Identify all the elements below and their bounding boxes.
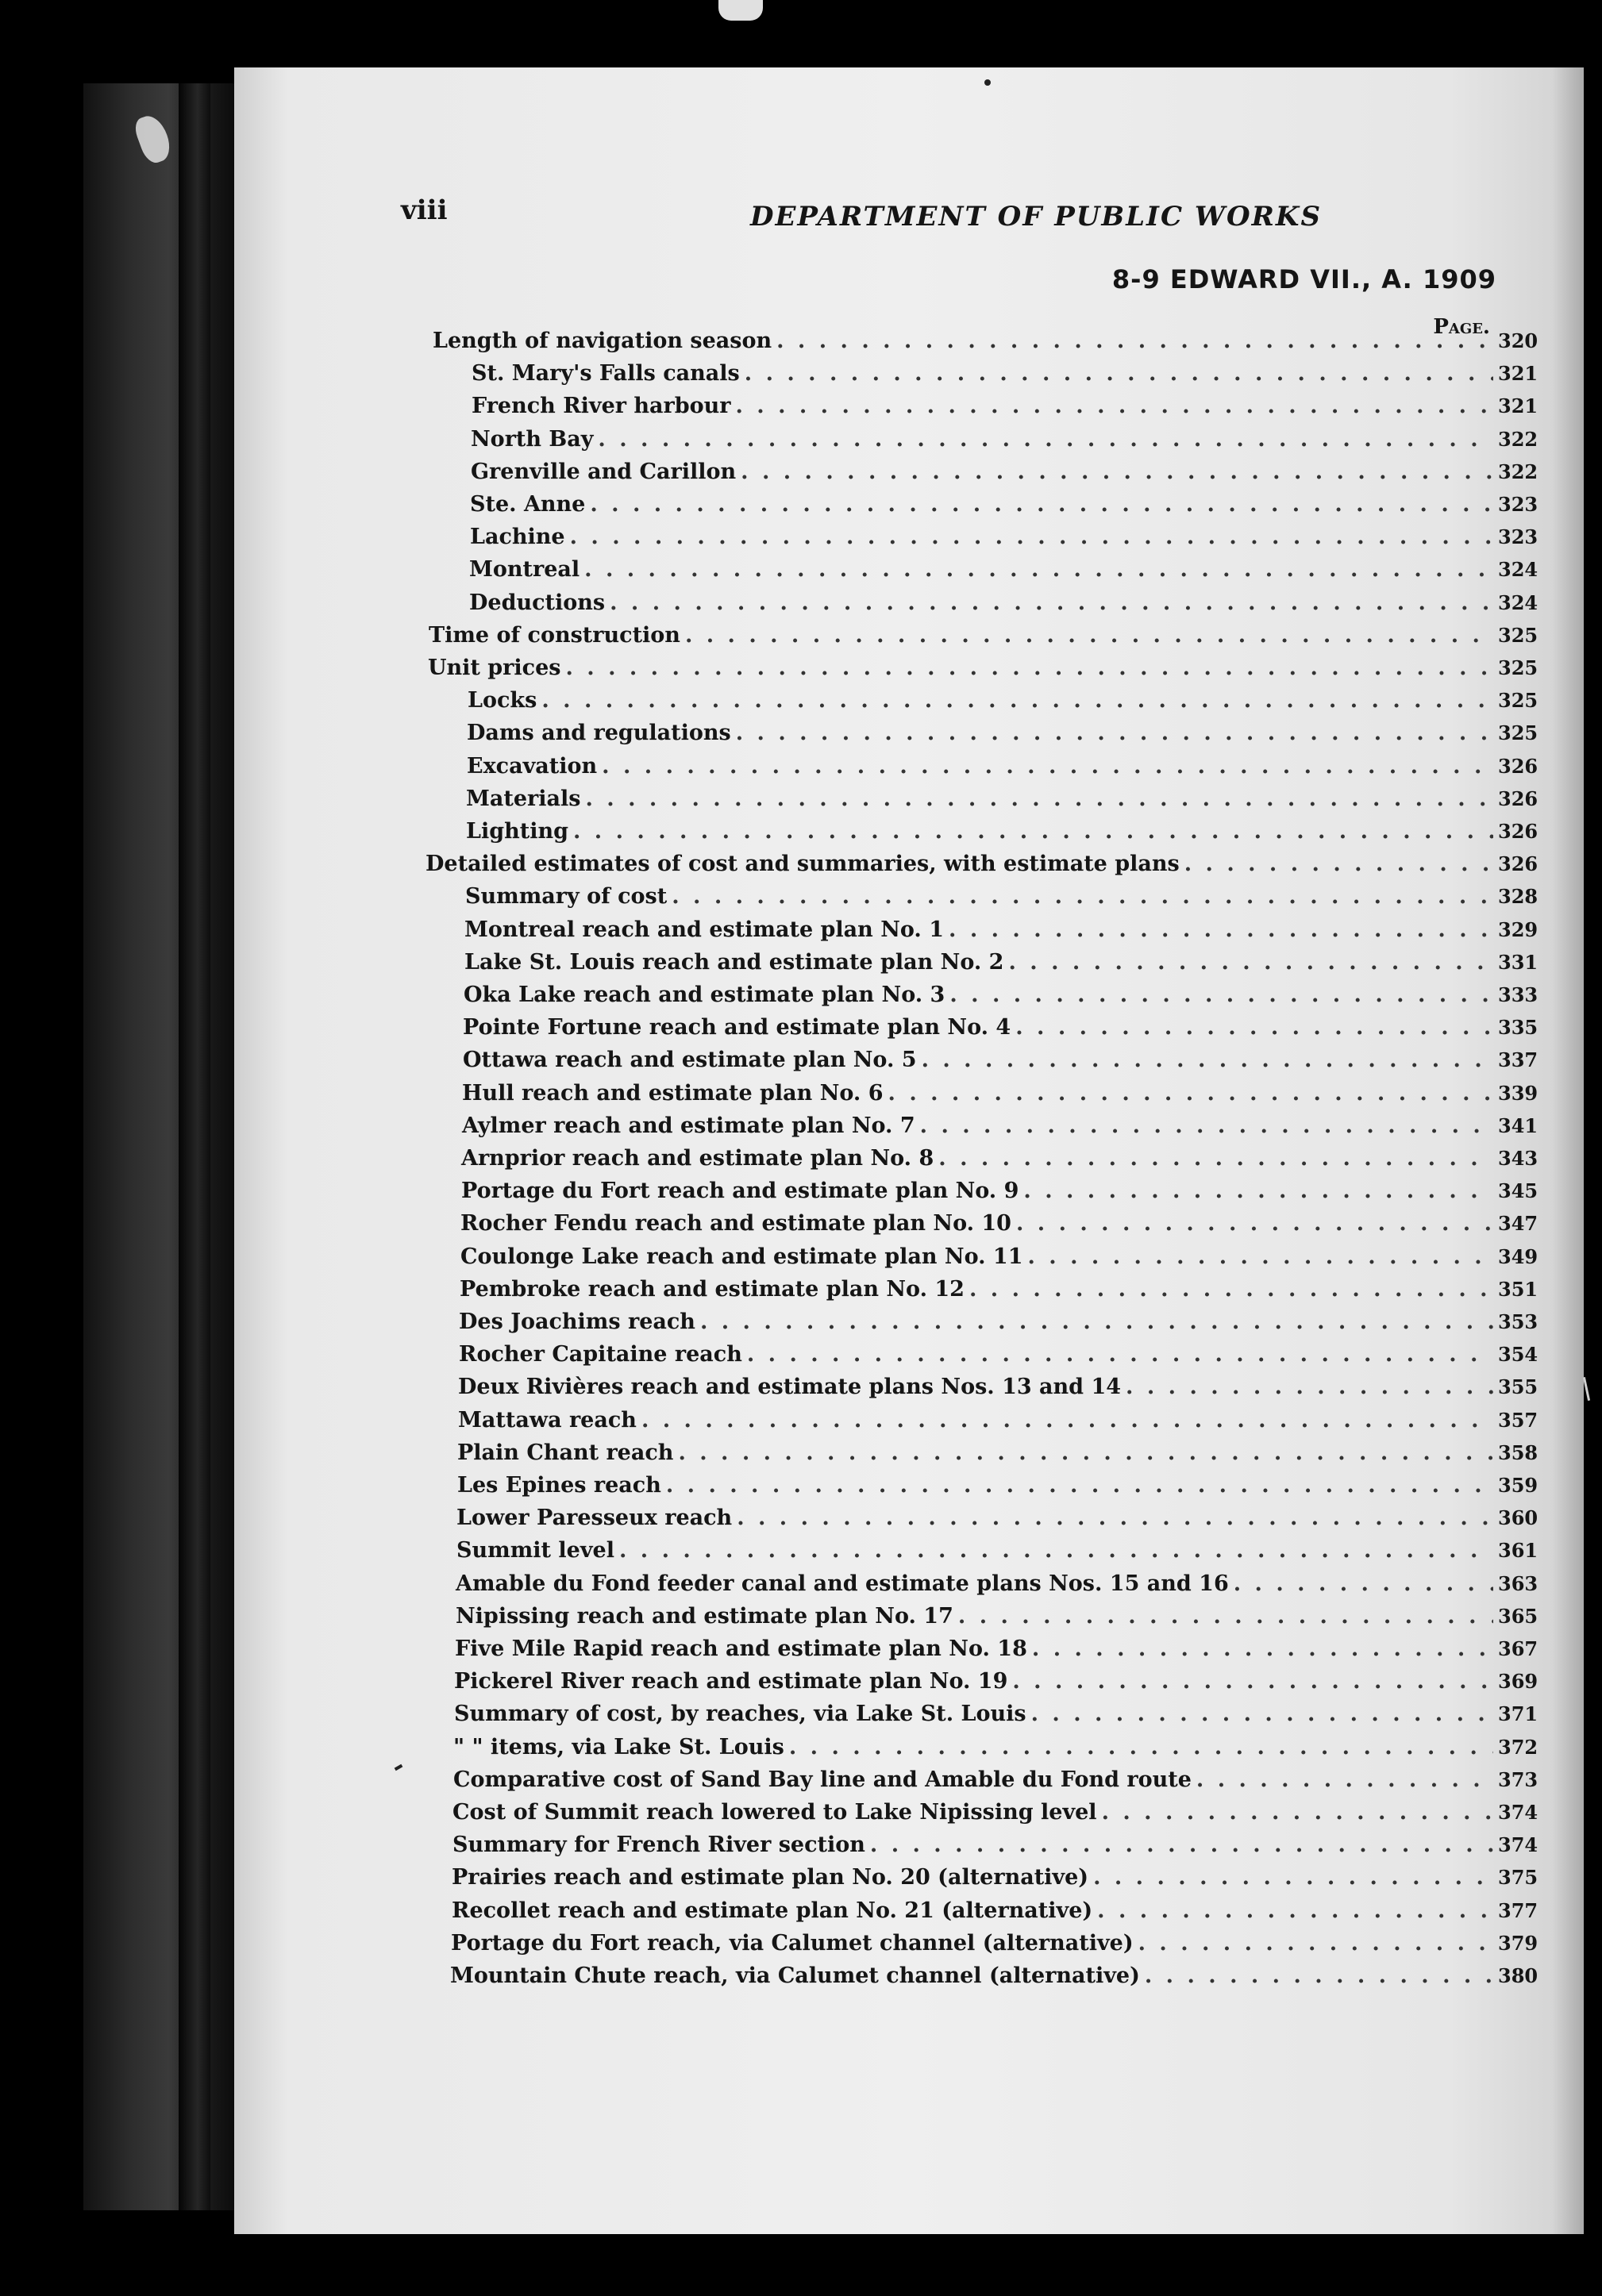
leader-dots [1032,1636,1493,1663]
toc-entry-page: 353 [1498,1310,1538,1333]
toc-entry-title: Arnprior reach and estimate plan No. 8 [461,1146,934,1171]
toc-entry-title: Grenville and Carillon [471,460,737,484]
toc-entry-page: 374 [1498,1833,1538,1856]
toc-entry-title: Comparative cost of Sand Bay line and Amable du Fond route [453,1767,1192,1792]
toc-entry-page: 365 [1498,1605,1538,1628]
toc-entry [467,753,1538,780]
leader-dots [736,720,1493,747]
leader-dots [598,426,1493,453]
toc-entry-page: 324 [1498,558,1538,581]
leader-dots [870,1832,1493,1859]
toc-entry-page: 355 [1498,1375,1538,1398]
leader-dots [1016,1210,1493,1237]
toc-entry [456,1571,1538,1598]
toc-entry-title: Recollet reach and estimate plan No. 21 (alternative) [452,1898,1093,1923]
toc-entry [469,556,1538,583]
toc-entry-page: 321 [1498,362,1538,385]
toc-entry-title: Oka Lake reach and estimate plan No. 3 [464,983,945,1007]
toc-entry-title: Lighting [466,819,568,844]
toc-entry-page: 325 [1498,656,1538,679]
toc-entry-title: Pointe Fortune reach and estimate plan No. 4 [463,1015,1011,1040]
toc-entry-title: Les Epines reach [457,1473,661,1498]
leader-dots [1097,1898,1493,1925]
leader-dots [789,1734,1493,1761]
toc-entry-title: Detailed estimates of cost and summaries, with estimate plans [426,852,1180,876]
toc-entry-title: Rocher Capitaine reach [459,1342,742,1367]
leader-dots [573,818,1493,845]
leader-dots [1138,1930,1493,1957]
film-scratch [1583,1377,1590,1401]
toc-entry-title: Portage du Fort reach and estimate plan No. 9 [461,1179,1019,1203]
page-column-label: Page. [1433,315,1490,339]
leader-dots [700,1309,1493,1336]
toc-entry-page: 335 [1498,1016,1538,1039]
toc-entry-title: Materials [466,786,581,811]
toc-entry-page: 331 [1498,951,1538,974]
toc-entry-page: 375 [1498,1866,1538,1889]
toc-entry-page: 377 [1498,1899,1538,1922]
toc-entry-title: French River harbour [472,394,731,418]
toc-entry-title: Mountain Chute reach, via Calumet channel (alternative) [450,1963,1140,1988]
toc-entry [472,393,1538,420]
leader-dots [745,360,1493,387]
leader-dots [741,459,1493,486]
leader-dots [1015,1014,1493,1041]
document-page [234,67,1584,2234]
toc-entry-page: 325 [1498,689,1538,712]
toc-entry-title: Mattawa reach [458,1408,637,1433]
toc-entry [470,524,1538,551]
leader-dots [584,556,1493,583]
toc-entry-page: 323 [1498,525,1538,548]
toc-entry [460,1210,1538,1237]
toc-entry-title: Length of navigation season [433,329,772,353]
toc-entry-page: 328 [1498,885,1538,908]
toc-entry [459,1309,1538,1336]
film-fleck [132,112,175,167]
toc-entry-title: Dams and regulations [467,721,731,745]
toc-entry [457,1472,1538,1499]
toc-entry [463,1014,1538,1041]
toc-entry-title: Coulonge Lake reach and estimate plan No. 11 [460,1244,1023,1269]
toc-entry [454,1701,1538,1728]
leader-dots [949,917,1493,944]
toc-entry-title: Lachine [470,525,565,549]
toc-entry [451,1930,1538,1957]
toc-entry-title: St. Mary's Falls canals [472,361,740,386]
leader-dots [1093,1864,1493,1891]
leader-dots [888,1080,1493,1107]
toc-entry [460,1244,1538,1271]
toc-entry-page: 333 [1498,983,1538,1006]
leader-dots [969,1276,1493,1303]
leader-dots [570,524,1493,551]
toc-entry [456,1603,1538,1630]
department-title: DEPARTMENT OF PUBLIC WORKS [750,201,1323,233]
toc-entry-page: 351 [1498,1278,1538,1301]
leader-dots [672,883,1493,910]
page-number: viii [401,194,448,226]
toc-entry-title: Deux Rivières reach and estimate plans Nos. 13 and 14 [458,1375,1122,1399]
toc-entry-title: Ste. Anne [470,492,586,517]
leader-dots [1126,1374,1493,1401]
toc-entry-page: 374 [1498,1801,1538,1824]
leader-dots [920,1113,1493,1140]
toc-entry [452,1799,1538,1826]
toc-entry-page: 361 [1498,1539,1538,1562]
leader-dots [590,491,1493,518]
toc-entry-title: Pembroke reach and estimate plan No. 12 [460,1277,965,1302]
toc-entry-title: Time of construction [429,623,680,648]
toc-entry-page: 320 [1498,329,1538,352]
toc-entry-page: 326 [1498,755,1538,778]
leader-dots [1102,1799,1493,1826]
toc-entry [471,459,1538,486]
toc-entry-title: North Bay [471,427,594,452]
toc-entry [471,426,1538,453]
toc-entry-title: Hull reach and estimate plan No. 6 [462,1081,884,1106]
leader-dots [1234,1571,1493,1598]
toc-entry [462,1080,1538,1107]
toc-entry-page: 325 [1498,624,1538,647]
leader-dots [958,1603,1493,1630]
leader-dots [1031,1701,1493,1728]
toc-entry [429,622,1538,649]
ink-speck [984,79,991,86]
toc-entry [453,1734,1538,1761]
toc-entry-title: Portage du Fort reach, via Calumet channel (alternative) [451,1931,1134,1956]
toc-entry [457,1440,1538,1467]
toc-entry-page: 325 [1498,721,1538,744]
toc-entry-page: 343 [1498,1147,1538,1170]
toc-entry [466,818,1538,845]
toc-entry-page: 358 [1498,1441,1538,1464]
toc-entry-title: Lake St. Louis reach and estimate plan No. 2 [464,950,1004,975]
leader-dots [1184,851,1493,878]
toc-entry [455,1636,1538,1663]
session-heading: 8-9 EDWARD VII., A. 1909 [1111,264,1496,294]
toc-entry-page: 372 [1498,1736,1538,1759]
leader-dots [1145,1963,1493,1990]
toc-entry [428,655,1538,682]
toc-entry [454,1668,1538,1695]
toc-entry-title: Summary of cost, by reaches, via Lake St. Louis [454,1702,1026,1726]
toc-entry-page: 371 [1498,1702,1538,1725]
toc-entry-page: 322 [1498,460,1538,483]
leader-dots [747,1341,1493,1368]
toc-entry [433,328,1538,355]
toc-entry [450,1963,1538,1990]
toc-entry-page: 380 [1498,1964,1538,1987]
toc-entry-title: Five Mile Rapid reach and estimate plan No. 18 [455,1636,1027,1661]
toc-entry-title: Summit level [456,1538,614,1563]
toc-entry [456,1537,1538,1564]
toc-entry [466,786,1538,813]
leader-dots [541,687,1493,714]
toc-entry-title: Montreal [469,557,580,582]
toc-entry-title: Summary of cost [465,884,668,909]
toc-entry-page: 359 [1498,1474,1538,1497]
toc-entry-title: Deductions [469,590,606,615]
leader-dots [735,393,1493,420]
leader-dots [1023,1178,1493,1205]
toc-entry-title: Prairies reach and estimate plan No. 20 (alternative) [452,1865,1089,1890]
toc-entry-title: Des Joachims reach [459,1310,695,1334]
toc-entry [465,883,1538,910]
leader-dots [619,1537,1493,1564]
toc-entry-page: 337 [1498,1048,1538,1071]
toc-entry [462,1113,1538,1140]
toc-entry-title: Nipissing reach and estimate plan No. 17 [456,1604,953,1629]
toc-entry-page: 324 [1498,591,1538,614]
toc-entry-title: " " items, via Lake St. Louis [453,1735,784,1759]
toc-entry-title: Excavation [467,754,598,779]
leader-dots [585,786,1493,813]
toc-entry [464,982,1538,1009]
toc-entry-title: Montreal reach and estimate plan No. 1 [464,917,945,942]
toc-entry [461,1145,1538,1172]
toc-entry [467,720,1538,747]
toc-entry-page: 349 [1498,1245,1538,1268]
toc-entry-page: 347 [1498,1212,1538,1235]
toc-entry-page: 354 [1498,1343,1538,1366]
leader-dots [641,1407,1493,1434]
leader-dots [1028,1244,1494,1271]
book-spine-shadow [179,83,210,2210]
leader-dots [1196,1767,1493,1794]
toc-entry [460,1276,1538,1303]
toc-entry [461,1178,1538,1205]
toc-entry [469,590,1538,617]
toc-entry-page: 321 [1498,394,1538,417]
toc-entry-page: 369 [1498,1670,1538,1693]
toc-entry-page: 339 [1498,1082,1538,1105]
toc-entry-title: Lower Paresseux reach [456,1506,733,1530]
toc-entry [453,1767,1538,1794]
leader-dots [602,753,1493,780]
toc-entry-page: 373 [1498,1768,1538,1791]
toc-entry-page: 326 [1498,820,1538,843]
leader-dots [1008,949,1493,976]
toc-entry-title: Amable du Fond feeder canal and estimate plans Nos. 15 and 16 [456,1571,1229,1596]
toc-entry-page: 322 [1498,428,1538,451]
toc-entry [464,917,1538,944]
leader-dots [922,1047,1493,1074]
toc-entry-page: 367 [1498,1637,1538,1660]
toc-entry [426,851,1538,878]
toc-entry [470,491,1538,518]
toc-entry-title: Plain Chant reach [457,1440,674,1465]
toc-entry [452,1864,1538,1891]
toc-entry-page: 379 [1498,1932,1538,1955]
leader-dots [737,1505,1493,1532]
leader-dots [678,1440,1493,1467]
toc-entry-page: 341 [1498,1114,1538,1137]
toc-entry-title: Rocher Fendu reach and estimate plan No. 10 [460,1211,1011,1236]
toc-entry [472,360,1538,387]
film-frame-left-edge [83,83,238,2210]
leader-dots [610,590,1493,617]
toc-entry-page: 326 [1498,852,1538,875]
toc-entry-page: 363 [1498,1572,1538,1595]
toc-entry [458,1374,1538,1401]
leader-dots [938,1145,1493,1172]
toc-entry-title: Pickerel River reach and estimate plan No. 19 [454,1669,1008,1694]
toc-entry-page: 345 [1498,1179,1538,1202]
toc-entry [468,687,1538,714]
toc-entry-title: Ottawa reach and estimate plan No. 5 [463,1048,917,1072]
leader-dots [949,982,1493,1009]
leader-dots [776,328,1493,355]
toc-entry [459,1341,1538,1368]
leader-dots [565,655,1493,682]
toc-entry-page: 329 [1498,918,1538,941]
toc-entry [452,1832,1538,1859]
toc-entry-page: 323 [1498,493,1538,516]
toc-entry-title: Aylmer reach and estimate plan No. 7 [462,1113,915,1138]
leader-dots [685,622,1493,649]
toc-entry [456,1505,1538,1532]
toc-entry-title: Locks [468,688,537,713]
toc-entry-page: 360 [1498,1506,1538,1529]
toc-entry [464,949,1538,976]
leader-dots [666,1472,1493,1499]
toc-entry-page: 326 [1498,787,1538,810]
toc-entry-title: Unit prices [428,656,561,680]
leader-dots [1012,1668,1493,1695]
toc-entry-title: Summary for French River section [452,1833,865,1857]
toc-entry [463,1047,1538,1074]
toc-entry-title: Cost of Summit reach lowered to Lake Nipissing level [452,1800,1097,1825]
toc-entry [452,1898,1538,1925]
table-of-contents [234,67,1584,2234]
toc-entry-page: 357 [1498,1409,1538,1432]
toc-entry [458,1407,1538,1434]
film-blemish [718,0,763,21]
